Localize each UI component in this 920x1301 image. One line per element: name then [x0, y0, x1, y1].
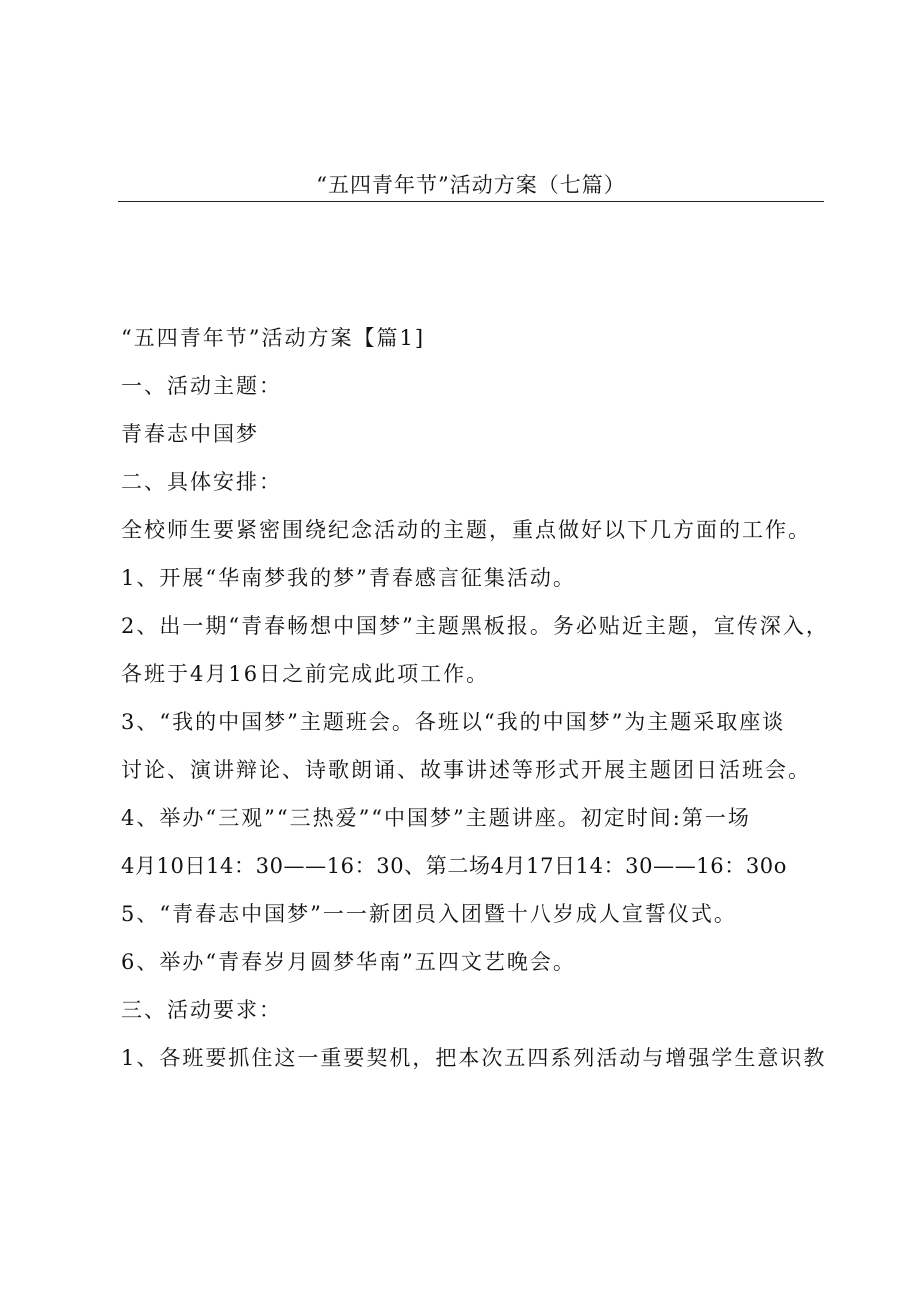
paragraph-line: 6、举办“青春岁月圆梦华南”五四文艺晚会。: [121, 950, 576, 974]
paragraph-line: 讨论、演讲辩论、诗歌朗诵、故事讲述等形式开展主题团日活班会。: [121, 758, 811, 782]
paragraph-line: 各班于4月16日之前完成此项工作。: [121, 662, 490, 686]
heading-requirements: 三、活动要求：: [121, 998, 282, 1022]
paragraph-line: 5、“青春志中国梦”一一新团员入团暨十八岁成人宣誓仪式。: [121, 902, 737, 926]
document-title: “五四青年节”活动方案（七篇）: [316, 173, 626, 197]
heading-activity-theme: 一、活动主题：: [121, 374, 282, 398]
paragraph-line: 1、各班要抓住这一重要契机，把本次五四系列活动与增强学生意识教: [121, 1046, 827, 1070]
paragraph-line: 1、开展“华南梦我的梦”青春感言征集活动。: [121, 566, 576, 590]
paragraph-line: 4月10日14：30——16：30、第二场4月17日14：30——16：30o: [121, 854, 787, 878]
paragraph-line: 4、举办“三观”“三热爱”“中国梦”主题讲座。初定时间:第一场: [121, 806, 751, 830]
paragraph-line: 全校师生要紧密围绕纪念活动的主题，重点做好以下几方面的工作。: [121, 518, 811, 542]
paragraph-line: 3、“我的中国梦”主题班会。各班以“我的中国梦”为主题采取座谈: [121, 710, 786, 734]
heading-arrangements: 二、具体安排：: [121, 470, 282, 494]
section-heading-part-1: “五四青年节”活动方案【篇1]: [121, 326, 426, 350]
paragraph-line: 2、出一期“青春畅想中国梦”主题黑板报。务必贴近主题，宣传深入，: [121, 614, 829, 638]
activity-theme-text: 青春志中国梦: [121, 422, 259, 446]
